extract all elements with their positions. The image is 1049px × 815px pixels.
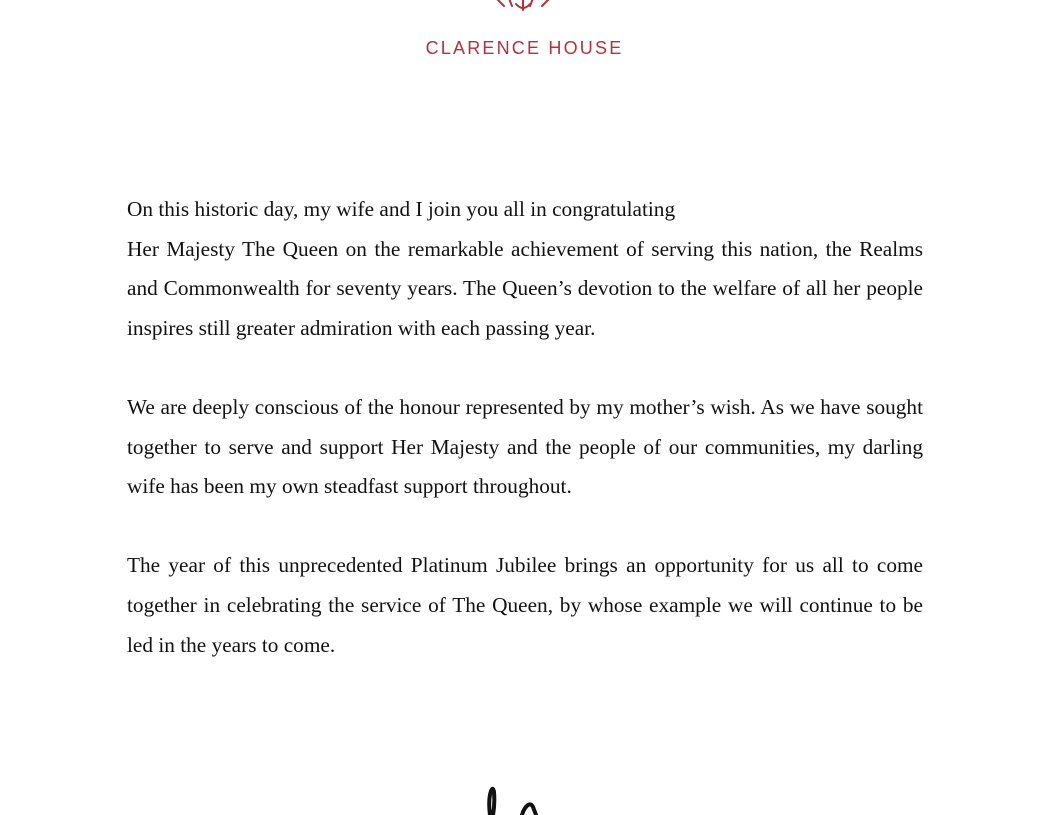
letter-body [127,190,923,705]
paragraph-2-text: We are deeply conscious of the honour represented by my mother’s wish. As we have sought together to serve and support Her Majesty and the people of our communities, my darling wife has been my own steadfast support throughout. [127,394,923,499]
letterhead [0,0,1049,70]
paragraph-1-line-2: Her Majesty The Queen on the remarkable achievement of serving this nation, the Realms and Commonwealth for seventy years. The Queen’s devotion to the welfare of all her people inspires still greater admiration with each passing year. [127,236,923,340]
heraldic-crest-icon [490,0,556,16]
paragraph-1-line-1: On this historic day, my wife and I join you all in congratulating [127,197,676,221]
paragraph-1 [127,190,923,348]
handwritten-signature-icon [478,786,548,815]
paragraph-3-text: The year of this unprecedented Platinum Jubilee brings an opportunity for us all to come together in celebrating the service of The Queen, by whose example we will continue to be led in the years to come. [127,553,923,657]
letterhead-title: CLARENCE HOUSE [425,38,624,58]
paragraph-2 [127,388,923,507]
paragraph-3 [127,546,923,665]
